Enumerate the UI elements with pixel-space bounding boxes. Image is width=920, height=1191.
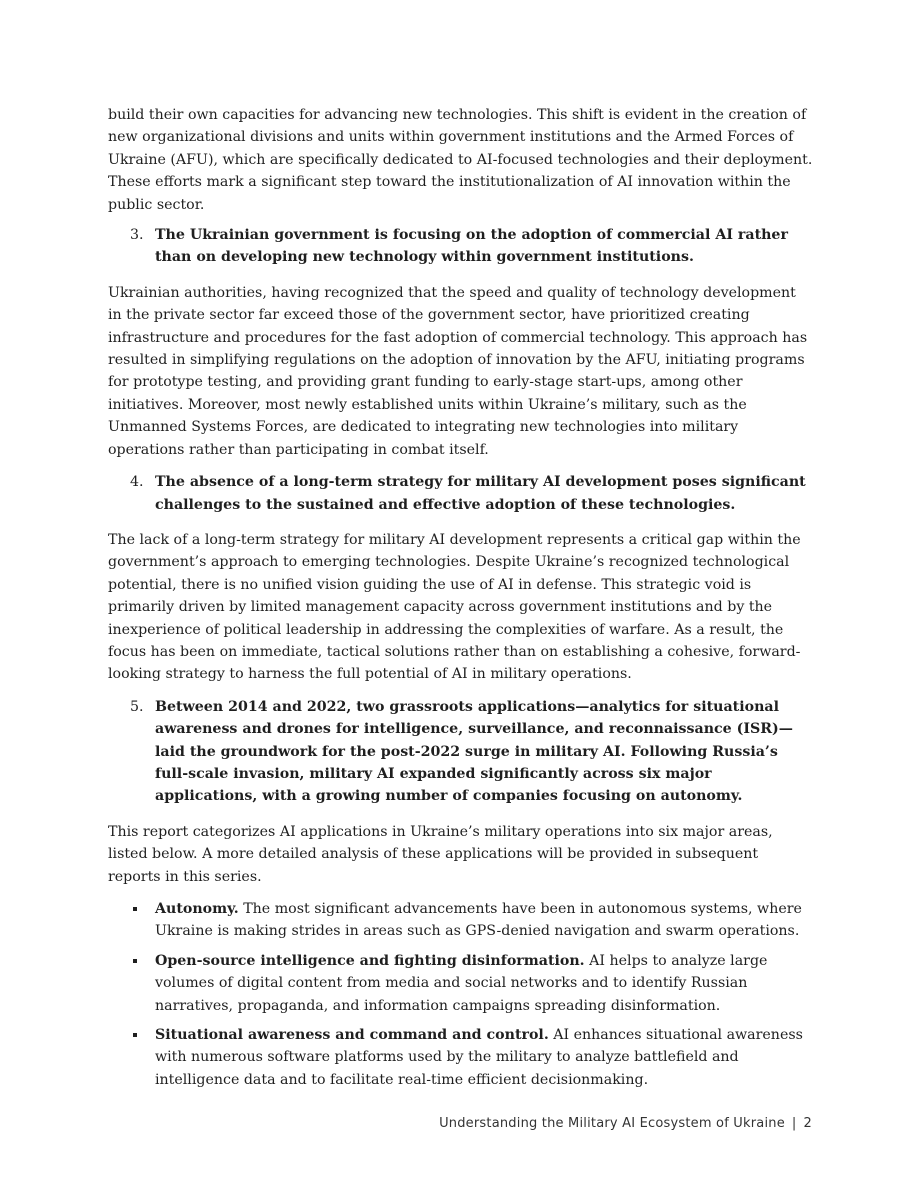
finding-number: 3. (130, 227, 144, 244)
list-item (108, 950, 814, 1017)
list-item-term: Autonomy. (155, 901, 239, 917)
intro-paragraph: build their own capacities for advancing new technologies. This shift is evident in the creation of new organizational divisions and units within government institutions and the Armed Forces of Ukraine (AFU), which are specifically dedicated to AI-focused technologies and their deployment. These efforts mark a significant step toward the institutionalization of AI innovation within the public sector. (108, 107, 813, 213)
list-item-term: Open-source intelligence and fighting disinformation. (155, 952, 585, 969)
finding-paragraph-3: Ukrainian authorities, having recognized that the speed and quality of technology development in the private sector far exceed those of the government sector, have prioritized creating infrastructure and procedures for the fast adoption of commercial technology. This approach has resulted in simplifying regulations on the adoption of innovation by the AFU, initiating programs for prototype testing, and providing grant funding to early-stage start-ups, among other initiatives. Moreover, most newly established units within Ukraine’s military, such as the Unmanned Systems Forces, are dedicated to integrating new technologies into military operations rather than participating in combat itself. (108, 284, 808, 458)
finding-heading-text: The Ukrainian government is focusing on the adoption of commercial AI rather than on developing new technology within government institutions. (155, 227, 788, 266)
finding-heading-4 (108, 471, 814, 516)
list-item-text: AI enhances situational awareness with numerous software platforms used by the military to analyze battlefield and intelligence data and to facilitate real-time efficient decisionmaking. (155, 1027, 803, 1088)
document-body (108, 104, 814, 1098)
square-bullet-icon (133, 907, 137, 911)
finding-heading-5 (108, 696, 814, 808)
finding-number: 5. (130, 698, 144, 715)
page-footer (439, 1116, 812, 1131)
finding-paragraph-4: The lack of a long-term strategy for military AI development represents a critical gap within the government’s approach to emerging technologies. Despite Ukraine’s recognized technological potential, there is no unified vision guiding the use of AI in defense. This strategic void is primarily driven by limited management capacity across government institutions and by the inexperience of political leadership in addressing the complexities of warfare. As a result, the focus has been on immediate, tactical solutions rather than on establishing a cohesive, forward-looking strategy to harness the full potential of AI in military operations. (108, 531, 801, 683)
list-item-text: The most significant advancements have been in autonomous systems, where Ukraine is making strides in areas such as GPS-denied navigation and swarm operations. (155, 901, 802, 940)
list-item-term: Situational awareness and command and control. (155, 1027, 549, 1044)
finding-heading-3 (108, 224, 814, 269)
finding-heading-text: The absence of a long-term strategy for military AI development poses significant challenges to the sustained and effective adoption of these technologies. (155, 474, 806, 513)
application-list (108, 898, 814, 1091)
page-number: 2 (803, 1116, 812, 1131)
list-item (108, 1024, 814, 1091)
list-item-text: AI helps to analyze large volumes of digital content from media and social networks and to identify Russian narratives, propaganda, and information campaigns spreading disinformation. (155, 952, 768, 1014)
square-bullet-icon (133, 959, 137, 963)
square-bullet-icon (133, 1033, 137, 1037)
footer-separator: | (791, 1116, 797, 1131)
footer-title: Understanding the Military AI Ecosystem of Ukraine (439, 1116, 785, 1131)
list-item (108, 898, 814, 943)
finding-paragraph-5: This report categorizes AI applications in Ukraine’s military operations into six major areas, listed below. A more detailed analysis of these applications will be provided in subsequent reports in this series. (108, 823, 773, 885)
finding-heading-text: Between 2014 and 2022, two grassroots applications—analytics for situational awareness and drones for intelligence, surveillance, and reconnaissance (ISR)—laid the groundwork for the post-2022 surge in military AI. Following Russia’s full-scale invasion, military AI expanded significantly across six major applications, with a growing number of companies focusing on autonomy. (155, 698, 793, 805)
finding-number: 4. (130, 474, 144, 491)
